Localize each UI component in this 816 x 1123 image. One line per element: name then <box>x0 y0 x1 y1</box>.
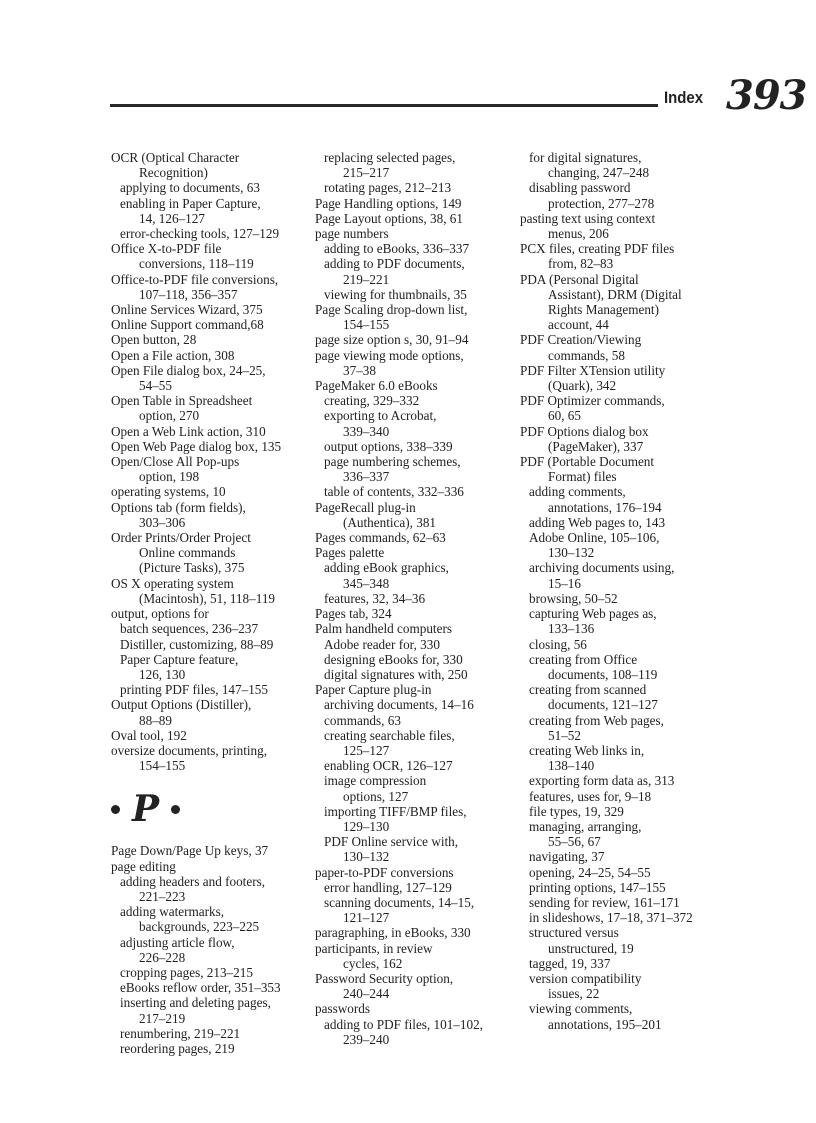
index-entry: viewing for thumbnails, 35 <box>324 286 467 302</box>
index-entry: commands, 63 <box>324 712 401 728</box>
index-entry: creating Web links in, <box>529 742 645 758</box>
index-entry-continuation: option, 198 <box>139 469 200 485</box>
index-entry: Page Handling options, 149 <box>315 195 462 211</box>
index-entry: Open Web Page dialog box, 135 <box>111 438 282 454</box>
index-column-2 <box>315 150 511 1047</box>
index-entry: Palm handheld computers <box>315 621 452 637</box>
page-number: 393 <box>726 72 807 119</box>
index-entry: PDF Options dialog box <box>520 423 649 439</box>
index-entry: Adobe reader for, 330 <box>324 636 440 652</box>
index-entry-continuation: 154–155 <box>139 758 186 774</box>
index-entry: OS X operating system <box>111 575 234 591</box>
index-entry: output, options for <box>111 606 209 622</box>
index-entry: archiving documents using, <box>529 560 675 576</box>
index-entry: opening, 24–25, 54–55 <box>529 864 651 880</box>
running-head: Index <box>664 88 704 107</box>
index-entry: Pages commands, 62–63 <box>315 530 446 546</box>
index-entry-continuation: 125–127 <box>343 742 390 758</box>
index-entry: error handling, 127–129 <box>324 879 452 895</box>
index-entry-continuation: 240–244 <box>343 986 390 1002</box>
index-entry-continuation: issues, 22 <box>548 986 600 1002</box>
index-entry: Online Support command,68 <box>111 317 264 333</box>
index-entry: Oval tool, 192 <box>111 727 187 743</box>
index-entry-continuation: 51–52 <box>548 727 581 743</box>
index-entry: features, 32, 34–36 <box>324 590 426 606</box>
index-entry: PageRecall plug-in <box>315 499 416 515</box>
index-entry-continuation: option, 270 <box>139 408 200 424</box>
index-entry-continuation: commands, 58 <box>548 347 625 363</box>
index-entry-continuation: 37–38 <box>343 362 376 378</box>
index-entry-continuation: 54–55 <box>139 378 172 394</box>
index-entry-continuation: 221–223 <box>139 888 186 904</box>
index-entry: adjusting article flow, <box>120 934 235 950</box>
index-entry: pasting text using context <box>520 210 656 226</box>
index-entry-continuation: 126, 130 <box>139 666 186 682</box>
index-entry: inserting and deleting pages, <box>120 995 271 1011</box>
index-entry-continuation: 121–127 <box>343 910 390 926</box>
index-entry: creating, 329–332 <box>324 393 420 409</box>
index-entry: exporting to Acrobat, <box>324 408 437 424</box>
index-entry: table of contents, 332–336 <box>324 484 464 500</box>
index-column-3 <box>520 150 716 1032</box>
bullet-icon <box>171 805 180 814</box>
index-entry: creating from Office <box>529 651 638 667</box>
index-entry: Page Layout options, 38, 61 <box>315 210 463 226</box>
index-entry-continuation: 15–16 <box>548 575 581 591</box>
index-entry-continuation: 217–219 <box>139 1010 186 1026</box>
index-entry: Office X-to-PDF file <box>111 241 222 257</box>
index-entry: PDF Filter XTension utility <box>520 362 666 378</box>
index-entry: Options tab (form fields), <box>111 499 246 515</box>
index-entry: Open a Web Link action, 310 <box>111 423 266 439</box>
index-entry-continuation: 130–132 <box>343 849 390 865</box>
index-entry-continuation: Recognition) <box>139 165 208 181</box>
index-entry-continuation: cycles, 162 <box>343 955 403 971</box>
index-entry: Office-to-PDF file conversions, <box>111 271 279 287</box>
index-entry-continuation: documents, 108–119 <box>548 666 658 682</box>
index-entry: Paper Capture feature, <box>120 651 239 667</box>
index-entry-continuation: Rights Management) <box>548 302 659 318</box>
index-entry-continuation: 339–340 <box>343 423 390 439</box>
index-entry-continuation: 129–130 <box>343 818 390 834</box>
index-entry: importing TIFF/BMP files, <box>324 803 467 819</box>
index-entry: creating from scanned <box>529 682 647 698</box>
section-letter: P <box>132 788 160 831</box>
index-entry: paper-to-PDF conversions <box>315 864 454 880</box>
index-entry: PDF (Portable Document <box>520 454 655 470</box>
index-entry: Open button, 28 <box>111 332 197 348</box>
index-entry: adding to PDF documents, <box>324 256 465 272</box>
index-entry: creating searchable files, <box>324 727 455 743</box>
index-entry: operating systems, 10 <box>111 484 226 500</box>
index-entry: page viewing mode options, <box>315 347 464 363</box>
index-entry: scanning documents, 14–15, <box>324 894 475 910</box>
index-entry: features, uses for, 9–18 <box>529 788 652 804</box>
index-entry: archiving documents, 14–16 <box>324 697 474 713</box>
index-entry-continuation: 107–118, 356–357 <box>139 286 238 302</box>
index-entry: error-checking tools, 127–129 <box>120 226 280 242</box>
index-entry: Open File dialog box, 24–25, <box>111 362 266 378</box>
index-entry: adding to PDF files, 101–102, <box>324 1016 483 1032</box>
index-entry-continuation: Assistant), DRM (Digital <box>548 286 682 302</box>
index-entry: PDF Creation/Viewing <box>520 332 642 348</box>
index-entry: Order Prints/Order Project <box>111 530 251 546</box>
index-entry: participants, in review <box>315 940 433 956</box>
index-entry: adding Web pages to, 143 <box>529 514 666 530</box>
index-entry-continuation: protection, 277–278 <box>548 195 655 211</box>
index-entry: Open Table in Spreadsheet <box>111 393 253 409</box>
index-entry-continuation: 14, 126–127 <box>139 210 205 226</box>
index-entry: file types, 19, 329 <box>529 803 624 819</box>
index-entry: adding comments, <box>529 484 626 500</box>
index-entry: Adobe Online, 105–106, <box>529 530 660 546</box>
index-entry: page size option s, 30, 91–94 <box>315 332 469 348</box>
index-entry: batch sequences, 236–237 <box>120 621 259 637</box>
index-entry: PageMaker 6.0 eBooks <box>315 378 438 394</box>
index-entry-continuation: 239–240 <box>343 1031 390 1047</box>
index-entry-continuation: (Picture Tasks), 375 <box>139 560 245 576</box>
index-entry: printing options, 147–155 <box>529 879 666 895</box>
index-entry-continuation: 226–228 <box>139 949 186 965</box>
index-entry-continuation: Online commands <box>139 545 236 561</box>
index-entry-continuation: unstructured, 19 <box>548 940 634 956</box>
index-entry: paragraphing, in eBooks, 330 <box>315 925 471 941</box>
index-entry: tagged, 19, 337 <box>529 955 611 971</box>
index-entry: rotating pages, 212–213 <box>324 180 452 196</box>
index-entry-continuation: changing, 247–248 <box>548 165 650 181</box>
index-entry-continuation: menus, 206 <box>548 226 609 242</box>
index-entry-continuation: 60, 65 <box>548 408 581 424</box>
index-entry: Online Services Wizard, 375 <box>111 302 263 318</box>
index-entry: page numbers <box>315 226 389 242</box>
index-entry: PDF Online service with, <box>324 834 459 850</box>
index-entry: oversize documents, printing, <box>111 742 268 758</box>
index-entry: Output Options (Distiller), <box>111 697 252 713</box>
index-entry: Open/Close All Pop-ups <box>111 454 240 470</box>
index-entry-continuation: 215–217 <box>343 165 390 181</box>
index-entry: PCX files, creating PDF files <box>520 241 675 257</box>
index-entry-continuation: 55–56, 67 <box>548 834 601 850</box>
index-entry-continuation: backgrounds, 223–225 <box>139 919 260 935</box>
index-entry: managing, arranging, <box>529 818 642 834</box>
index-entry: enabling OCR, 126–127 <box>324 758 453 774</box>
index-entry: passwords <box>315 1001 370 1017</box>
index-entry: page numbering schemes, <box>324 454 461 470</box>
index-entry-continuation: 154–155 <box>343 317 390 333</box>
index-entry: OCR (Optical Character <box>111 150 240 165</box>
index-entries <box>315 150 511 1047</box>
index-entry: closing, 56 <box>529 636 587 652</box>
index-entry-continuation: Format) files <box>548 469 617 485</box>
index-entry-continuation: conversions, 118–119 <box>139 256 254 272</box>
index-entry: navigating, 37 <box>529 849 605 865</box>
index-entry-continuation: (PageMaker), 337 <box>548 438 644 454</box>
index-entry: adding headers and footers, <box>120 873 266 889</box>
index-entry: reordering pages, 219 <box>120 1040 235 1056</box>
index-entry: sending for review, 161–171 <box>529 894 680 910</box>
index-entry-continuation: (Macintosh), 51, 118–119 <box>139 590 276 606</box>
index-entry-continuation: annotations, 176–194 <box>548 499 662 515</box>
index-entry-continuation: 219–221 <box>343 271 390 287</box>
index-entry-continuation: 303–306 <box>139 514 186 530</box>
index-entry: cropping pages, 213–215 <box>120 964 253 980</box>
index-entry-continuation: 345–348 <box>343 575 390 591</box>
index-entry: PDA (Personal Digital <box>520 271 639 287</box>
index-entry: Open a File action, 308 <box>111 347 235 363</box>
index-entry: capturing Web pages as, <box>529 606 657 622</box>
index-entries <box>520 150 716 1032</box>
index-entry-continuation: 138–140 <box>548 758 595 774</box>
index-entry-continuation: annotations, 195–201 <box>548 1016 662 1032</box>
index-entry: eBooks reflow order, 351–353 <box>120 980 281 996</box>
index-entry: digital signatures with, 250 <box>324 666 468 682</box>
index-entry-continuation: account, 44 <box>548 317 609 333</box>
index-column-1 <box>111 150 307 1056</box>
index-entry: Paper Capture plug-in <box>315 682 432 698</box>
index-entry-continuation: (Authentica), 381 <box>343 514 437 530</box>
index-entry: adding watermarks, <box>120 904 224 920</box>
index-entry: disabling password <box>529 180 631 196</box>
index-entry: Pages tab, 324 <box>315 606 392 622</box>
index-entry: for digital signatures, <box>529 150 642 165</box>
index-entry-continuation: (Quark), 342 <box>548 378 617 394</box>
index-entry: Page Scaling drop-down list, <box>315 302 468 318</box>
index-entry: adding to eBooks, 336–337 <box>324 241 470 257</box>
index-entry: applying to documents, 63 <box>120 180 260 196</box>
index-entry: printing PDF files, 147–155 <box>120 682 268 698</box>
index-entry: renumbering, 219–221 <box>120 1025 241 1041</box>
index-entry: creating from Web pages, <box>529 712 664 728</box>
index-entry-continuation: from, 82–83 <box>548 256 614 272</box>
index-entry: designing eBooks for, 330 <box>324 651 463 667</box>
index-entry: Distiller, customizing, 88–89 <box>120 636 274 652</box>
index-entry: output options, 338–339 <box>324 438 453 454</box>
bullet-icon <box>111 805 120 814</box>
index-entry: image compression <box>324 773 427 789</box>
index-entry: browsing, 50–52 <box>529 590 618 606</box>
index-entry: page editing <box>111 858 176 874</box>
header-rule <box>110 104 658 107</box>
index-entry: Password Security option, <box>315 970 454 986</box>
index-entry: version compatibility <box>529 970 642 986</box>
index-entry: Page Down/Page Up keys, 37 <box>111 843 269 859</box>
index-entry-continuation: 88–89 <box>139 712 172 728</box>
index-entry-continuation: 336–337 <box>343 469 390 485</box>
index-entry: viewing comments, <box>529 1001 633 1017</box>
index-entries-o <box>111 150 307 773</box>
index-entry-continuation: 130–132 <box>548 545 595 561</box>
index-entries-p <box>111 843 307 1056</box>
index-entry-continuation: 133–136 <box>548 621 595 637</box>
index-entry: exporting form data as, 313 <box>529 773 675 789</box>
index-entry: Pages palette <box>315 545 385 561</box>
index-entry: enabling in Paper Capture, <box>120 195 261 211</box>
index-entry-continuation: documents, 121–127 <box>548 697 658 713</box>
index-entry: structured versus <box>529 925 619 941</box>
index-entry: PDF Optimizer commands, <box>520 393 665 409</box>
index-entry: in slideshows, 17–18, 371–372 <box>529 910 693 926</box>
index-entry: adding eBook graphics, <box>324 560 449 576</box>
section-divider-p <box>111 789 307 829</box>
index-entry-continuation: options, 127 <box>343 788 409 804</box>
page-header <box>0 0 816 130</box>
index-entry: replacing selected pages, <box>324 150 456 165</box>
